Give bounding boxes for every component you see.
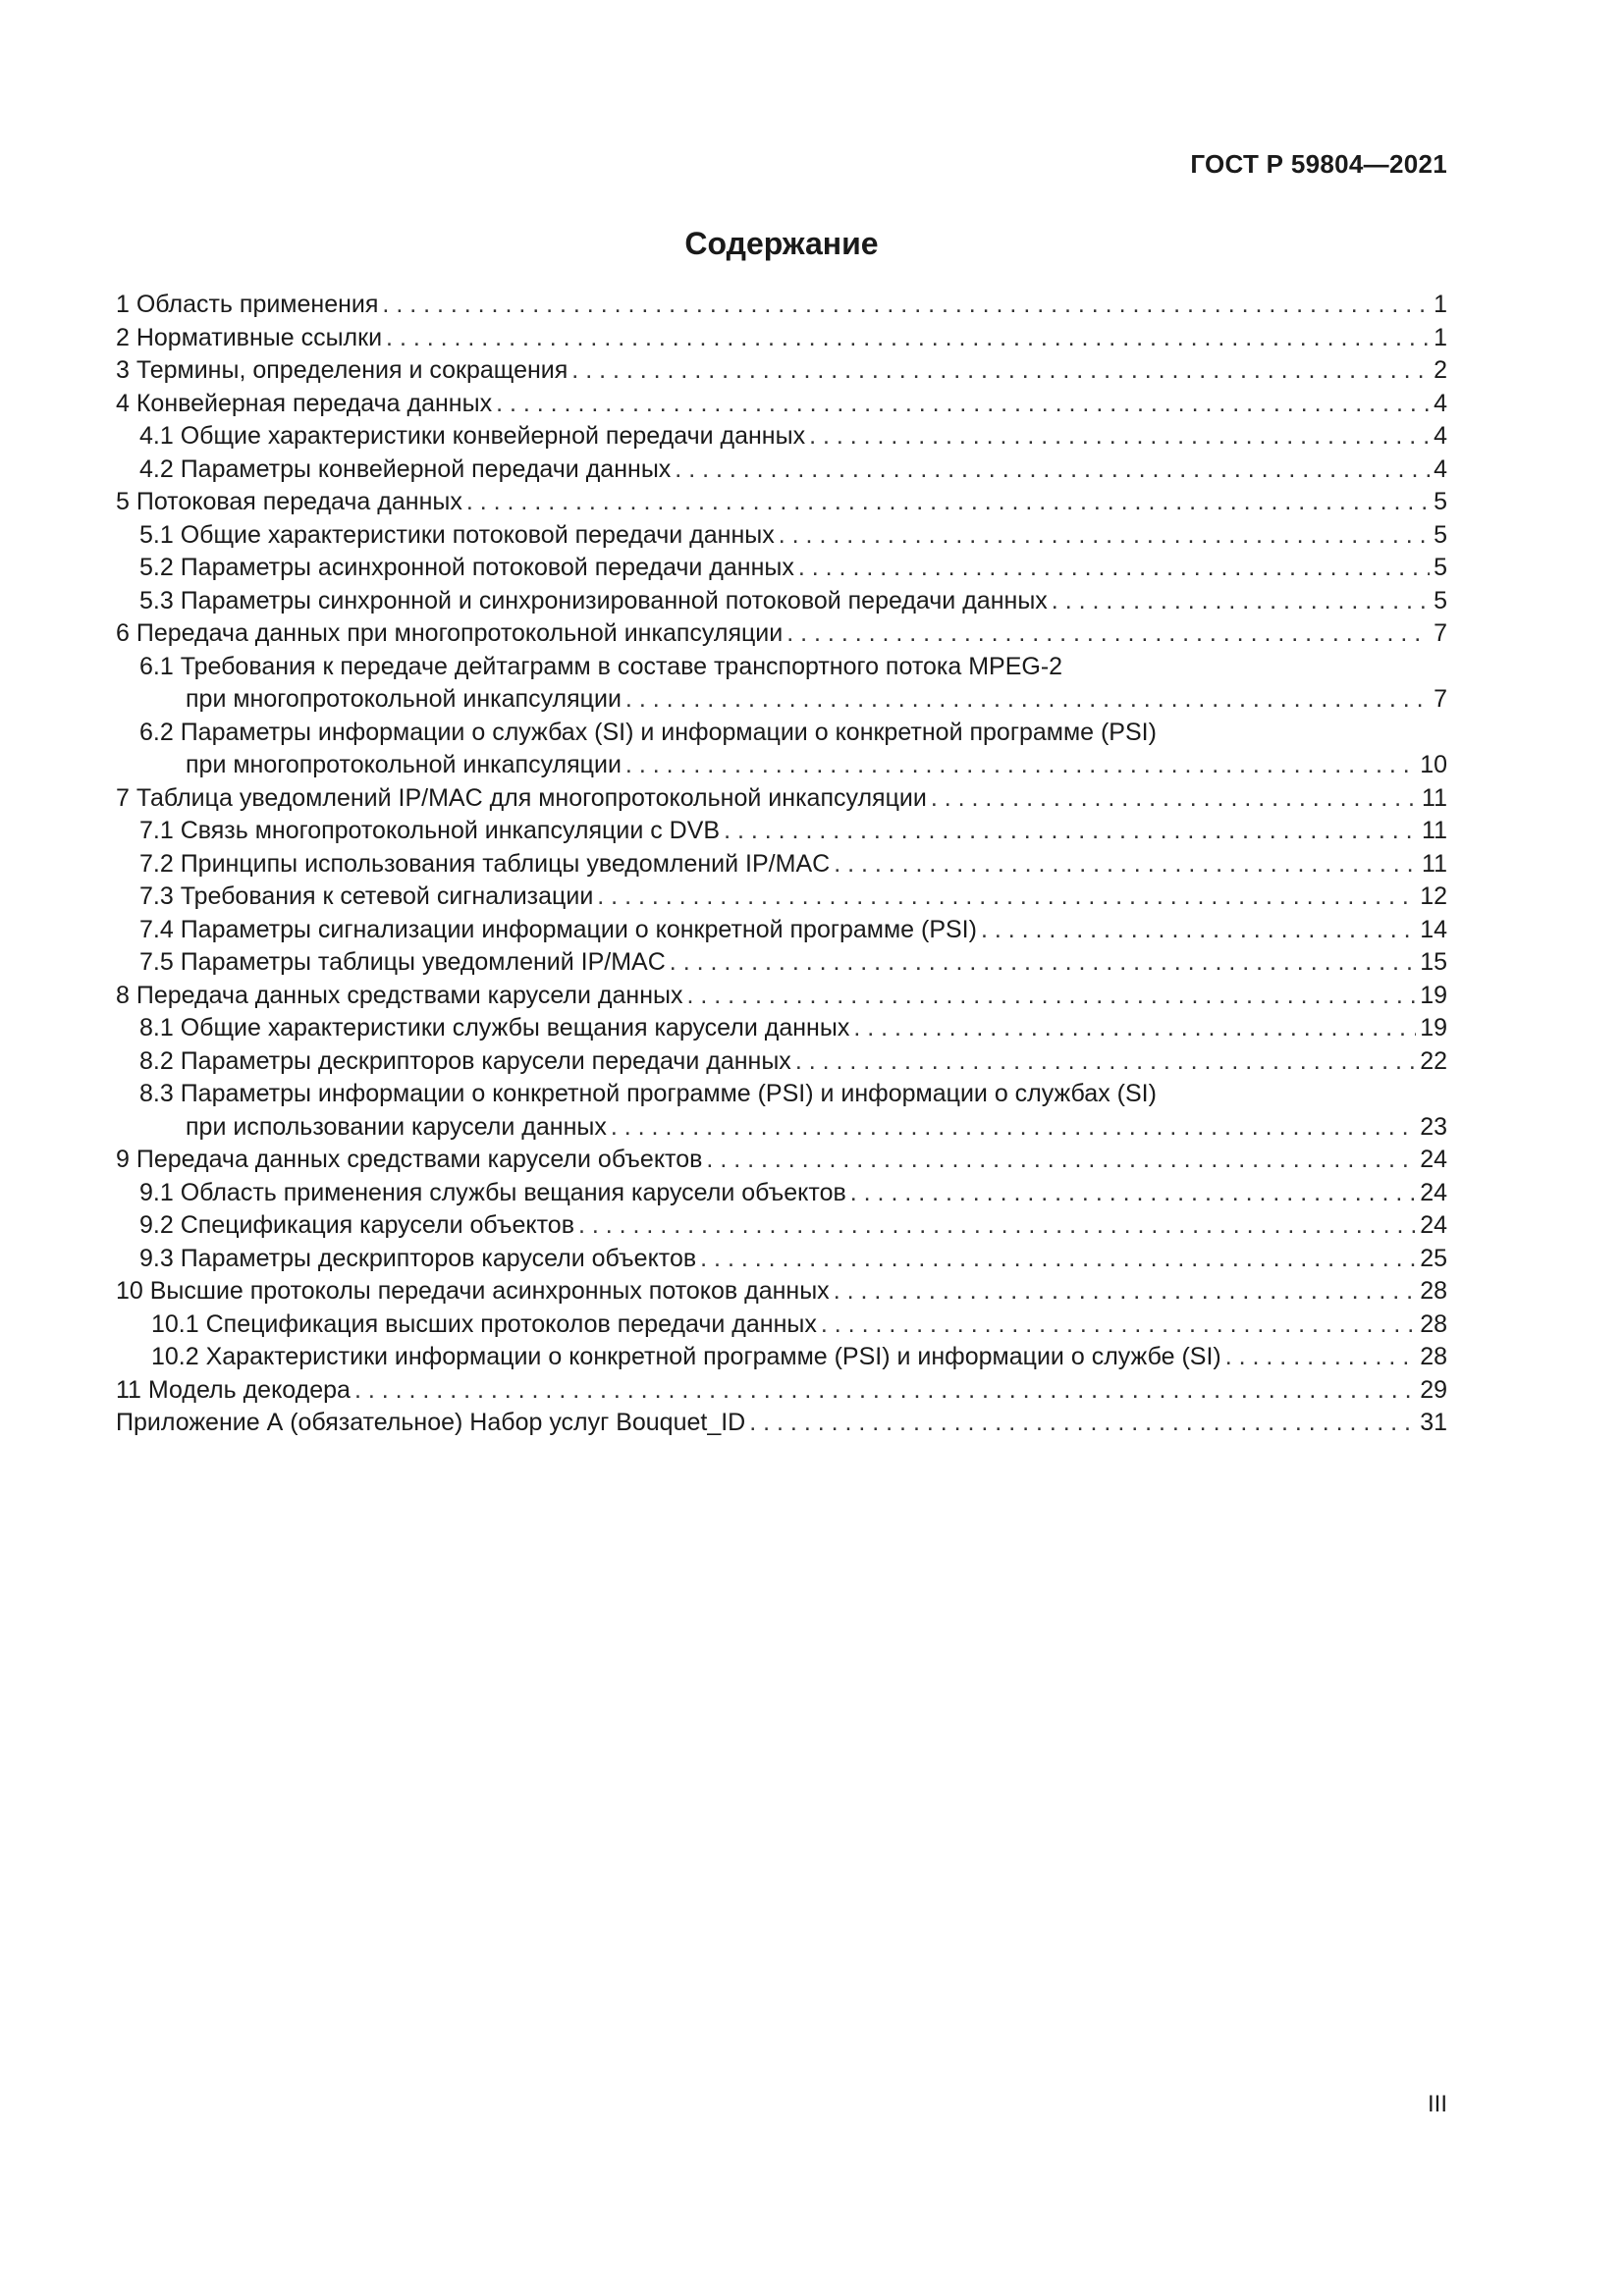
- dot-leader: [981, 914, 1416, 947]
- toc-entry[interactable]: [116, 1243, 1447, 1276]
- dot-leader: [466, 486, 1430, 519]
- dot-leader: [779, 519, 1430, 553]
- toc-entry[interactable]: [116, 1308, 1447, 1342]
- toc-entry-text: 2 Нормативные ссылки: [116, 323, 383, 351]
- toc-entry-text: 9.3 Параметры дескрипторов карусели объектов: [139, 1244, 697, 1272]
- dot-leader: [571, 354, 1430, 388]
- toc-title: Содержание: [684, 226, 879, 261]
- dot-leader: [809, 420, 1430, 454]
- toc-entry-page: 14: [1420, 915, 1447, 943]
- toc-entry[interactable]: [116, 749, 1447, 782]
- dot-leader: [386, 322, 1430, 355]
- toc-entry-text: 11 Модель декодера: [116, 1375, 351, 1404]
- table-of-contents: [116, 289, 1447, 1440]
- toc-entry-page: 11: [1422, 849, 1447, 878]
- toc-entry-text: 1 Область применения: [116, 291, 379, 318]
- toc-entry-page: 4: [1434, 389, 1447, 417]
- toc-entry-text: 5.2 Параметры асинхронной потоковой передачи данных: [139, 554, 794, 581]
- dot-leader: [687, 980, 1417, 1013]
- toc-entry-text: 10.2 Характеристики информации о конкретной программе (PSI) и информации о службе (SI): [151, 1343, 1221, 1370]
- toc-entry-text: при многопротокольной инкапсуляции: [186, 685, 622, 713]
- dot-leader: [496, 388, 1430, 421]
- dot-leader: [670, 946, 1416, 980]
- toc-entry[interactable]: [116, 1078, 1447, 1111]
- dot-leader: [821, 1308, 1416, 1342]
- dot-leader: [354, 1374, 1416, 1408]
- toc-entry-page: 24: [1420, 1146, 1447, 1173]
- toc-entry-text: при многопротокольной инкапсуляции: [186, 751, 622, 778]
- dot-leader: [931, 782, 1418, 816]
- toc-entry[interactable]: [116, 717, 1447, 750]
- dot-leader: [1052, 585, 1430, 618]
- toc-entry-page: 23: [1420, 1112, 1447, 1141]
- toc-entry-page: 1: [1434, 323, 1447, 351]
- toc-entry-text: 7 Таблица уведомлений IP/MAC для многопротокольной инкапсуляции: [116, 783, 927, 812]
- toc-entry-text: 10 Высшие протоколы передачи асинхронных потоков данных: [116, 1277, 830, 1305]
- toc-entry[interactable]: [116, 1275, 1447, 1308]
- toc-entry[interactable]: [116, 946, 1447, 980]
- toc-entry-text: 7.4 Параметры сигнализации информации о конкретной программе (PSI): [139, 915, 977, 943]
- toc-entry-page: 28: [1420, 1309, 1447, 1338]
- toc-entry-text: 4 Конвейерная передача данных: [116, 389, 493, 417]
- dot-leader: [834, 1275, 1417, 1308]
- toc-entry-page: 5: [1434, 488, 1447, 515]
- toc-entry-text: 5 Потоковая передача данных: [116, 488, 462, 515]
- toc-entry-text: Приложение А (обязательное) Набор услуг Bouquet_ID: [116, 1409, 746, 1436]
- toc-entry[interactable]: [116, 420, 1447, 454]
- toc-entry-page: 2: [1434, 356, 1447, 384]
- dot-leader: [578, 1209, 1416, 1243]
- dot-leader: [834, 848, 1418, 881]
- dot-leader: [795, 1045, 1416, 1079]
- toc-entry-page: 4: [1434, 454, 1447, 483]
- dot-leader: [597, 881, 1416, 914]
- toc-entry-text: при использовании карусели данных: [186, 1112, 607, 1141]
- toc-entry[interactable]: [116, 1144, 1447, 1177]
- toc-entry-text: 6.1 Требования к передаче дейтаграмм в составе транспортного потока MPEG-2: [139, 652, 1063, 680]
- toc-entry[interactable]: [116, 848, 1447, 881]
- toc-entry[interactable]: [116, 914, 1447, 947]
- dot-leader: [749, 1407, 1416, 1440]
- toc-entry-text: 7.3 Требования к сетевой сигнализации: [139, 882, 594, 910]
- toc-entry[interactable]: [116, 782, 1447, 816]
- dot-leader: [675, 454, 1430, 487]
- toc-entry[interactable]: [116, 486, 1447, 519]
- toc-entry-page: 29: [1420, 1375, 1447, 1404]
- toc-entry-text: 9.1 Область применения службы вещания карусели объектов: [139, 1178, 846, 1206]
- page-number: III: [1427, 2091, 1447, 2117]
- toc-entry-page: 11: [1422, 783, 1447, 812]
- dot-leader: [853, 1012, 1416, 1045]
- toc-entry[interactable]: [116, 1341, 1447, 1374]
- toc-entry-text: 6 Передача данных при многопротокольной инкапсуляции: [116, 619, 784, 647]
- toc-entry[interactable]: [116, 1045, 1447, 1079]
- toc-entry[interactable]: [116, 1177, 1447, 1210]
- toc-entry-page: 25: [1420, 1244, 1447, 1272]
- toc-entry-page: 1: [1434, 291, 1447, 318]
- document-code: ГОСТ Р 59804—2021: [1190, 149, 1447, 179]
- dot-leader: [706, 1144, 1416, 1177]
- dot-leader: [786, 617, 1430, 651]
- toc-entry[interactable]: [116, 1209, 1447, 1243]
- toc-entry[interactable]: [116, 683, 1447, 717]
- toc-entry-text: 3 Термины, определения и сокращения: [116, 356, 568, 384]
- dot-leader: [625, 749, 1416, 782]
- toc-entry-page: 28: [1420, 1277, 1447, 1305]
- dot-leader: [382, 289, 1430, 322]
- toc-entry-text: 7.5 Параметры таблицы уведомлений IP/MAC: [139, 948, 666, 976]
- toc-entry-text: 9.2 Спецификация карусели объектов: [139, 1211, 574, 1239]
- toc-entry-text: 5.1 Общие характеристики потоковой передачи данных: [139, 520, 775, 549]
- toc-entry-page: 19: [1420, 981, 1447, 1009]
- dot-leader: [850, 1177, 1416, 1210]
- toc-entry[interactable]: [116, 289, 1447, 322]
- dot-leader: [724, 815, 1418, 848]
- toc-entry-page: 22: [1420, 1046, 1447, 1075]
- toc-entry-page: 10: [1420, 751, 1447, 778]
- toc-entry-text: 5.3 Параметры синхронной и синхронизированной потоковой передачи данных: [139, 586, 1048, 614]
- dot-leader: [625, 683, 1430, 717]
- toc-entry[interactable]: [116, 1407, 1447, 1440]
- toc-entry-page: 19: [1420, 1014, 1447, 1041]
- toc-entry-text: 7.2 Принципы использования таблицы уведомлений IP/MAC: [139, 849, 831, 878]
- toc-entry-text: 8.3 Параметры информации о конкретной программе (PSI) и информации о службах (SI): [139, 1080, 1157, 1107]
- toc-entry[interactable]: [116, 322, 1447, 355]
- toc-entry-text: 7.1 Связь многопротокольной инкапсуляции с DVB: [139, 817, 721, 844]
- dot-leader: [700, 1243, 1416, 1276]
- toc-entry-page: 5: [1434, 554, 1447, 581]
- toc-entry[interactable]: [116, 552, 1447, 585]
- toc-entry[interactable]: [116, 651, 1447, 684]
- toc-entry-text: 8 Передача данных средствами карусели данных: [116, 981, 683, 1009]
- toc-entry-page: 5: [1434, 520, 1447, 549]
- toc-entry-page: 24: [1420, 1178, 1447, 1206]
- dot-leader: [798, 552, 1430, 585]
- toc-entry[interactable]: [116, 354, 1447, 388]
- toc-entry[interactable]: [116, 1374, 1447, 1408]
- toc-entry[interactable]: [116, 980, 1447, 1013]
- toc-entry-text: 9 Передача данных средствами карусели объектов: [116, 1146, 703, 1173]
- toc-entry[interactable]: [116, 815, 1447, 848]
- toc-entry-text: 6.2 Параметры информации о службах (SI) и информации о конкретной программе (PSI): [139, 718, 1157, 746]
- toc-entry-page: 7: [1434, 619, 1447, 647]
- toc-entry[interactable]: [116, 617, 1447, 651]
- toc-entry-page: 15: [1420, 948, 1447, 976]
- toc-entry[interactable]: [116, 585, 1447, 618]
- toc-entry-page: 24: [1420, 1211, 1447, 1239]
- toc-entry[interactable]: [116, 1012, 1447, 1045]
- toc-entry-page: 7: [1434, 685, 1447, 713]
- toc-entry[interactable]: [116, 388, 1447, 421]
- dot-leader: [1225, 1341, 1416, 1374]
- toc-entry-page: 12: [1420, 882, 1447, 910]
- toc-entry-page: 31: [1420, 1409, 1447, 1436]
- toc-entry-page: 11: [1422, 817, 1447, 844]
- toc-entry[interactable]: [116, 519, 1447, 553]
- toc-entry-page: 4: [1434, 422, 1447, 450]
- toc-entry-text: 8.1 Общие характеристики службы вещания карусели данных: [139, 1014, 850, 1041]
- dot-leader: [611, 1111, 1416, 1145]
- toc-entry-text: 8.2 Параметры дескрипторов карусели передачи данных: [139, 1046, 791, 1075]
- toc-entry[interactable]: [116, 881, 1447, 914]
- toc-entry-text: 4.2 Параметры конвейерной передачи данных: [139, 454, 672, 483]
- toc-entry-text: 10.1 Спецификация высших протоколов передачи данных: [151, 1309, 817, 1338]
- toc-entry-page: 28: [1420, 1343, 1447, 1370]
- toc-entry-text: 4.1 Общие характеристики конвейерной передачи данных: [139, 422, 806, 450]
- toc-entry[interactable]: [116, 1111, 1447, 1145]
- toc-entry-page: 5: [1434, 586, 1447, 614]
- toc-entry[interactable]: [116, 454, 1447, 487]
